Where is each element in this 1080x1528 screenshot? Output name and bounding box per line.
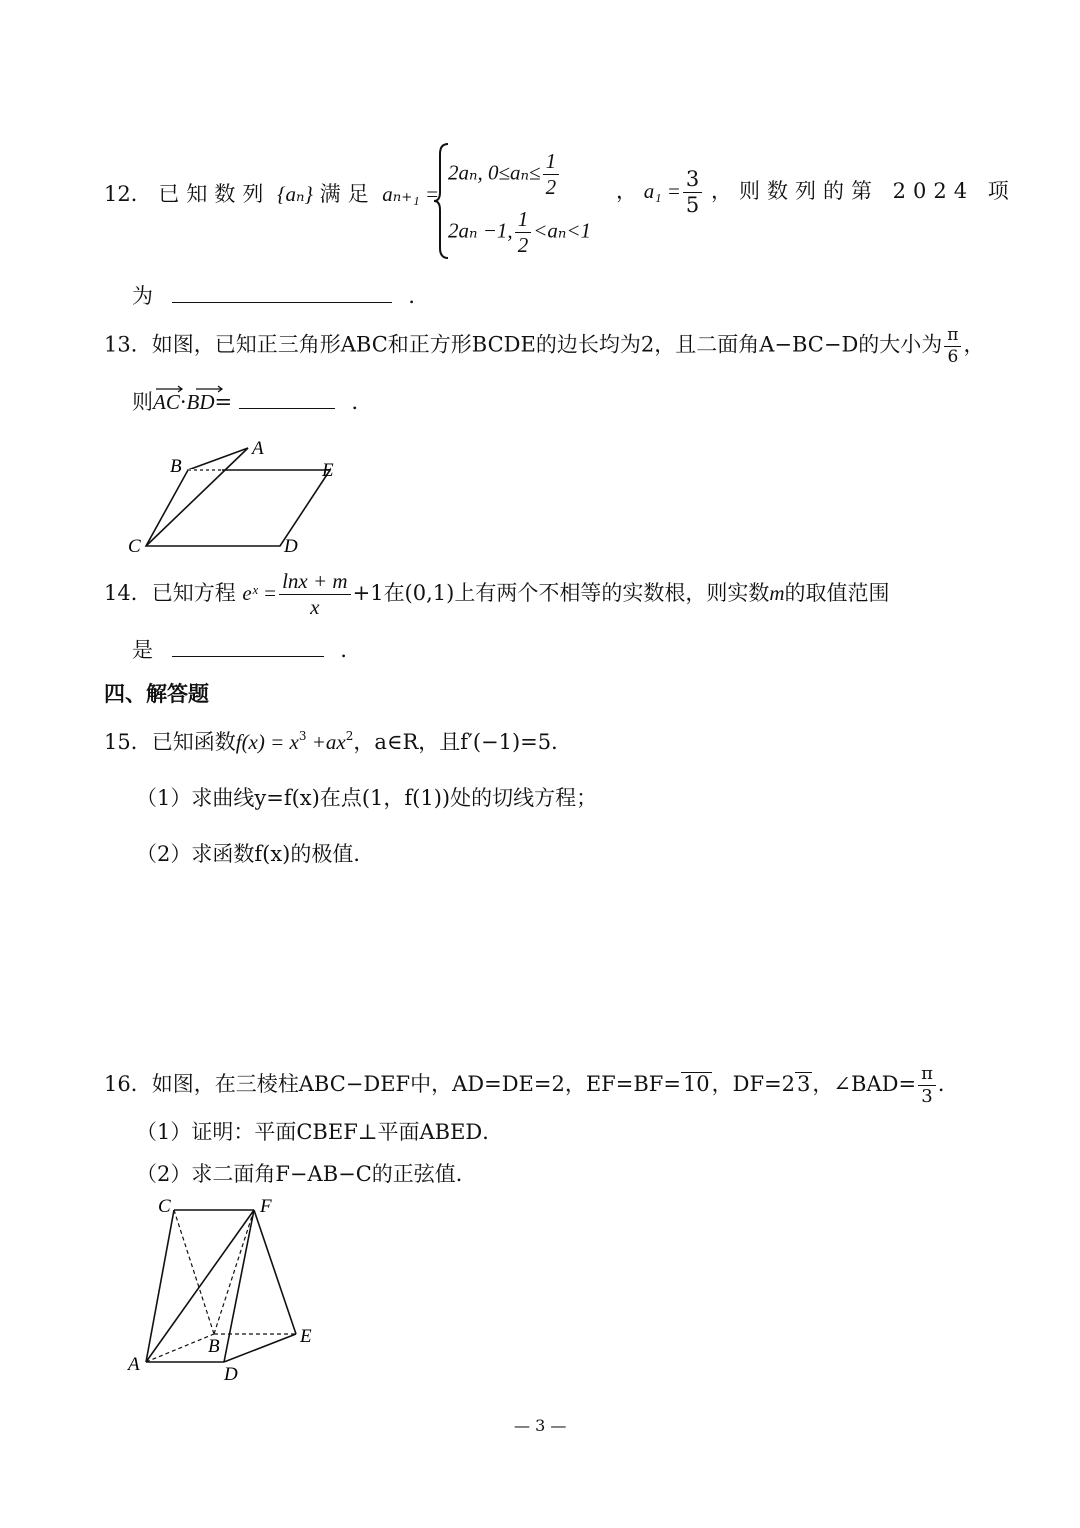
q16-frac-den: 3 [921, 1085, 933, 1107]
q13-frac-num: π [944, 326, 961, 347]
q13-dot: · [179, 390, 187, 414]
q13-vec-ac: AC [153, 390, 180, 414]
q12-case2-den: 2 [517, 233, 529, 258]
q13-label-d: D [284, 536, 298, 557]
q16-frac-num: π [918, 1064, 936, 1086]
q14-line2 [132, 634, 361, 664]
q12-seq: {aₙ} [277, 182, 313, 206]
q12-line1-tail [616, 168, 1016, 217]
q12-case2-b: <aₙ<1 [533, 218, 592, 243]
q13-label-e: E [322, 460, 334, 481]
q12-case2-num: 1 [515, 208, 532, 233]
q16-line1-a: 16．如图，在三棱柱ABC−DEF中，AD=DE=2，EF=BF= [104, 1071, 681, 1096]
q12-case1-text: 2aₙ, 0≤aₙ≤ [448, 160, 541, 185]
q16-label-e: E [300, 1326, 312, 1347]
q16-label-a: A [128, 1354, 140, 1375]
q13-label-b: B [170, 456, 182, 477]
q13-line2-prefix: 则 [132, 390, 153, 414]
q13-vector-arrows [150, 384, 230, 394]
q13-vec-bd: BD [186, 390, 215, 414]
q13-line2-end: ． [351, 390, 373, 414]
q15-line1-b: ，a∈R，且f′(−1)=5． [353, 730, 573, 754]
q14-frac-num: lnx + m [279, 570, 351, 595]
q14-number: 14．已知方程 [104, 581, 236, 606]
q16-figure [120, 1192, 330, 1392]
q14-m: m [769, 581, 785, 606]
q12-a1: a₁ = [643, 179, 681, 204]
q14-middle: 在(0,1)上有两个不相等的实数根，则实数 [383, 581, 770, 606]
q14-tail: 的取值范围 [784, 581, 890, 606]
q12-case1-frac [543, 150, 560, 199]
q12-answer-blank[interactable] [172, 282, 392, 303]
q13-eq: = [214, 390, 233, 414]
q15-line1-a: 15．已知函数 [104, 730, 236, 754]
q16-part2: （2）求二面角F−AB−C的正弦值． [136, 1162, 477, 1186]
q13-label-a: A [252, 438, 264, 459]
q14-line2-end: ． [340, 638, 362, 662]
q14-line2-prefix: 是 [132, 638, 153, 662]
q12-line1 [104, 178, 439, 208]
q16-label-d: D [224, 1364, 238, 1385]
q12-a1-frac [683, 168, 702, 217]
q12-a1-den: 5 [685, 193, 700, 218]
q13-label-c: C [128, 536, 141, 557]
q16-angle: ，∠BAD= [812, 1071, 917, 1096]
q16-sqrt3: 3 [797, 1071, 811, 1096]
q12-case2-a: 2aₙ −1, [448, 218, 513, 243]
q16-label-b: B [208, 1336, 220, 1357]
q12-line2-prefix: 为 [132, 284, 153, 308]
q15-fx: f(x) = x [235, 730, 299, 754]
q15-exp3: 3 [298, 729, 307, 743]
q12-a1-num: 3 [683, 168, 702, 193]
q16-line1-end: ． [937, 1071, 959, 1096]
q12-lhs: aₙ₊₁ = [382, 182, 440, 206]
q12-case1-den: 2 [545, 175, 557, 200]
page-number: — 3 — [514, 1416, 567, 1435]
q14-line1 [104, 570, 890, 619]
q12-line2-end: ． [408, 284, 430, 308]
q12-case2 [448, 208, 591, 257]
q14-plus1: +1 [352, 581, 384, 606]
q12-lead: 已知数列 [158, 182, 271, 206]
q14-frac [279, 570, 351, 619]
q13-answer-blank[interactable] [239, 388, 335, 409]
q13-frac-den: 6 [947, 346, 959, 367]
q15-part1: （1）求曲线y=f(x)在点(1，f(1))处的切线方程； [136, 786, 598, 810]
q16-line1 [104, 1064, 959, 1107]
q13-line1-text: 13．如图，已知正三角形ABC和正方形BCDE的边长均为2，且二面角A−BC−D的大小为 [104, 332, 943, 357]
section-heading: 四、解答题 [104, 681, 209, 706]
q13-frac [944, 326, 961, 366]
q12-line2 [132, 280, 429, 310]
q12-satisfy: 满足 [319, 182, 376, 206]
q15-exp2: 2 [345, 729, 354, 743]
q12-number: 12． [104, 182, 152, 206]
q14-ex: eˣ = [242, 581, 278, 606]
q16-df: ，DF=2 [711, 1071, 796, 1096]
q13-line1-end: ， [963, 332, 985, 357]
q13-figure [120, 436, 350, 560]
q12-case1-num: 1 [543, 150, 560, 175]
q16-sqrt10: 10 [682, 1071, 710, 1096]
q16-part1: （1）证明：平面CBEF⊥平面ABED． [136, 1120, 504, 1144]
q13-line1 [104, 326, 984, 366]
q15-line1 [104, 726, 572, 756]
q12-tail: ，则数列的第 2024 项 [710, 179, 1016, 204]
q16-label-f: F [260, 1196, 272, 1217]
q12-comma: ， [616, 179, 637, 204]
q16-label-c: C [158, 1196, 171, 1217]
q15-part2: （2）求函数f(x)的极值． [136, 842, 375, 866]
q16-frac [918, 1064, 936, 1107]
q14-answer-blank[interactable] [172, 636, 324, 657]
q14-frac-den: x [310, 595, 320, 620]
q12-case2-frac [515, 208, 532, 257]
q12-case1 [448, 150, 561, 199]
q15-plus-ax: +ax [306, 730, 346, 754]
